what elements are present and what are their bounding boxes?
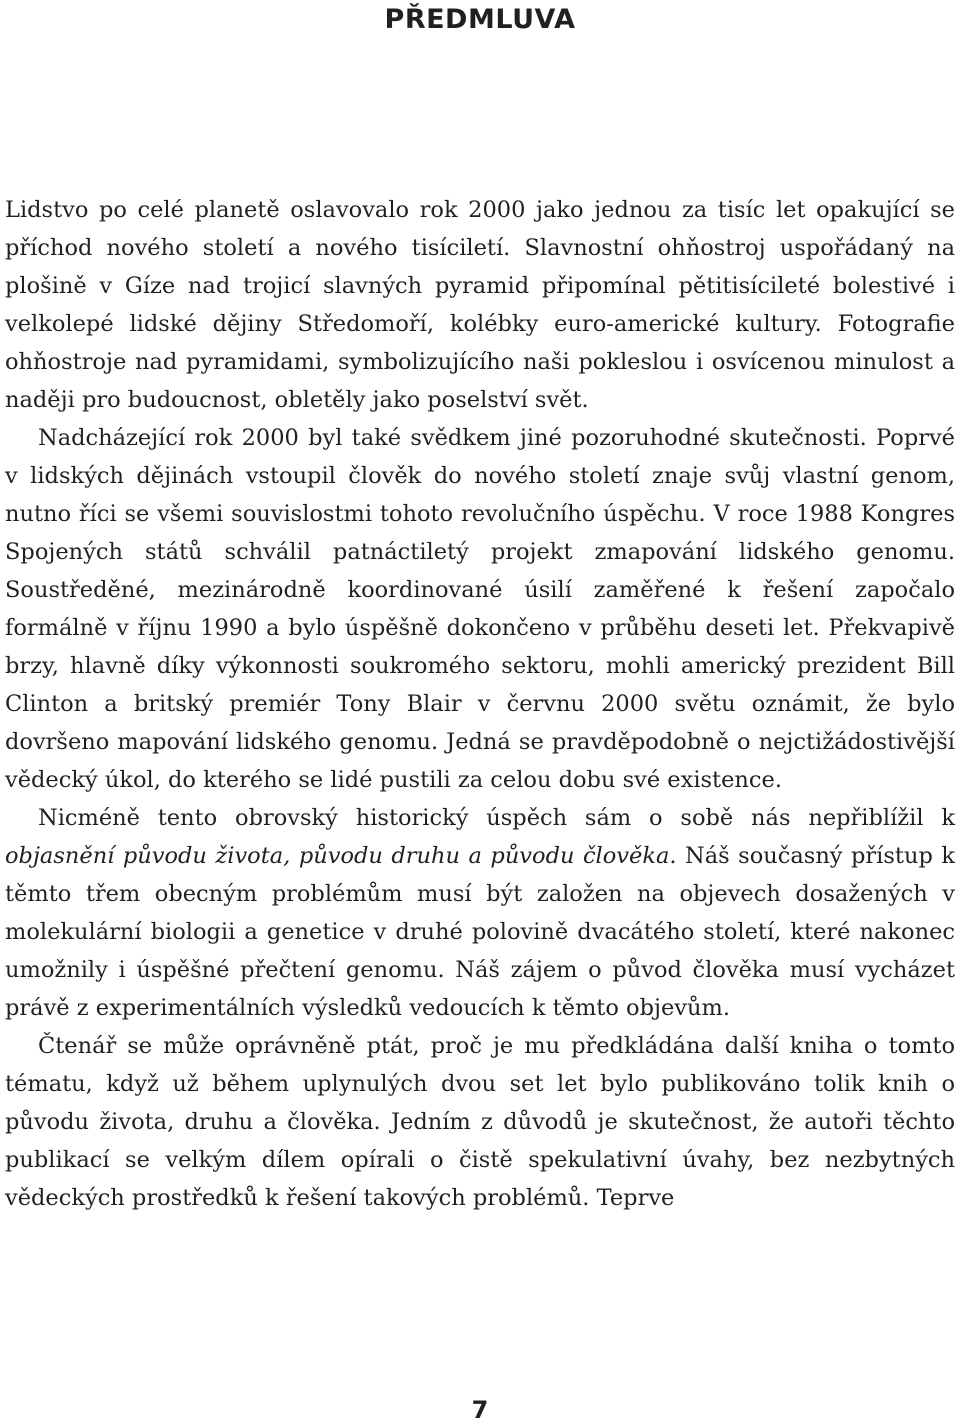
paragraph-3 [5,799,955,1027]
paragraph-1: Lidstvo po celé planetě oslavovalo rok 2000 jako jednou za tisíc let opakující se příchod nového století a nového tisíciletí. Slavnostní ohňostroj uspořádaný na plošině v Gíze nad trojicí slavných pyramid připomínal pětitisícileté bolestivé i velkolepé lidské dějiny Středomoří, kolébky euro-americké kultury. Fotografie ohňostroje nad pyramidami, symbolizujícího naši pokleslou i osvícenou minulost a naději pro budoucnost, obletěly jako poselství svět. [5,197,955,413]
page-title: PŘEDMLUVA [384,4,576,35]
paragraph-3-emphasis: objasnění původu života, původu druhu a původu člověka. [5,843,677,869]
paragraph-2: Nadcházející rok 2000 byl také svědkem jiné pozoruhodné skutečnosti. Poprvé v lidských dějinách vstoupil člověk do nového století znaje svůj vlastní genom, nutno říci se všemi souvislostmi tohoto revolučního úspěchu. V roce 1988 Kongres Spojených států schválil patnáctiletý projekt zmapování lidského genomu. Soustředěné, mezinárodně koordinované úsilí zaměřené k řešení započalo formálně v říjnu 1990 a bylo úspěšně dokončeno v průběhu deseti let. Překvapivě brzy, hlavně díky výkonnosti soukromého sektoru, mohli americký prezident Bill Clinton a britský premiér Tony Blair v červnu 2000 světu oznámit, že bylo dovršeno mapování lidského genomu. Jedná se pravděpodobně o nejctižádostivější vědecký úkol, do kterého se lidé pustili za celou dobu své existence. [5,425,955,793]
paragraph-4: Čtenář se může oprávněně ptát, proč je mu předkládána další kniha o tomto tématu, když už během uplynulých dvou set let bylo publikováno tolik knih o původu života, druhu a člověka. Jedním z důvodů je skutečnost, že autoři těchto publikací se velkým dílem opírali o čistě spekulativní úvahy, bez nezbytných vědeckých prostředků k řešení takových problémů. Teprve [5,1033,955,1211]
body-text [5,191,955,1217]
paragraph-3-text-end: Náš současný přístup k těmto třem obecným problémům musí být založen na objevech dosažených v molekulární biologii a genetice v druhé polovině dvacátého století, které nakonec umožnily i úspěšné přečtení genomu. Náš zájem o původ člověka musí vycházet právě z experimentálních výsledků vedoucích k těmto objevům. [5,843,955,1021]
page-number: 7 [471,1396,489,1424]
paragraph-3-text-start: Nicméně tento obrovský historický úspěch sám o sobě nás nepřiblížil k [38,805,955,831]
